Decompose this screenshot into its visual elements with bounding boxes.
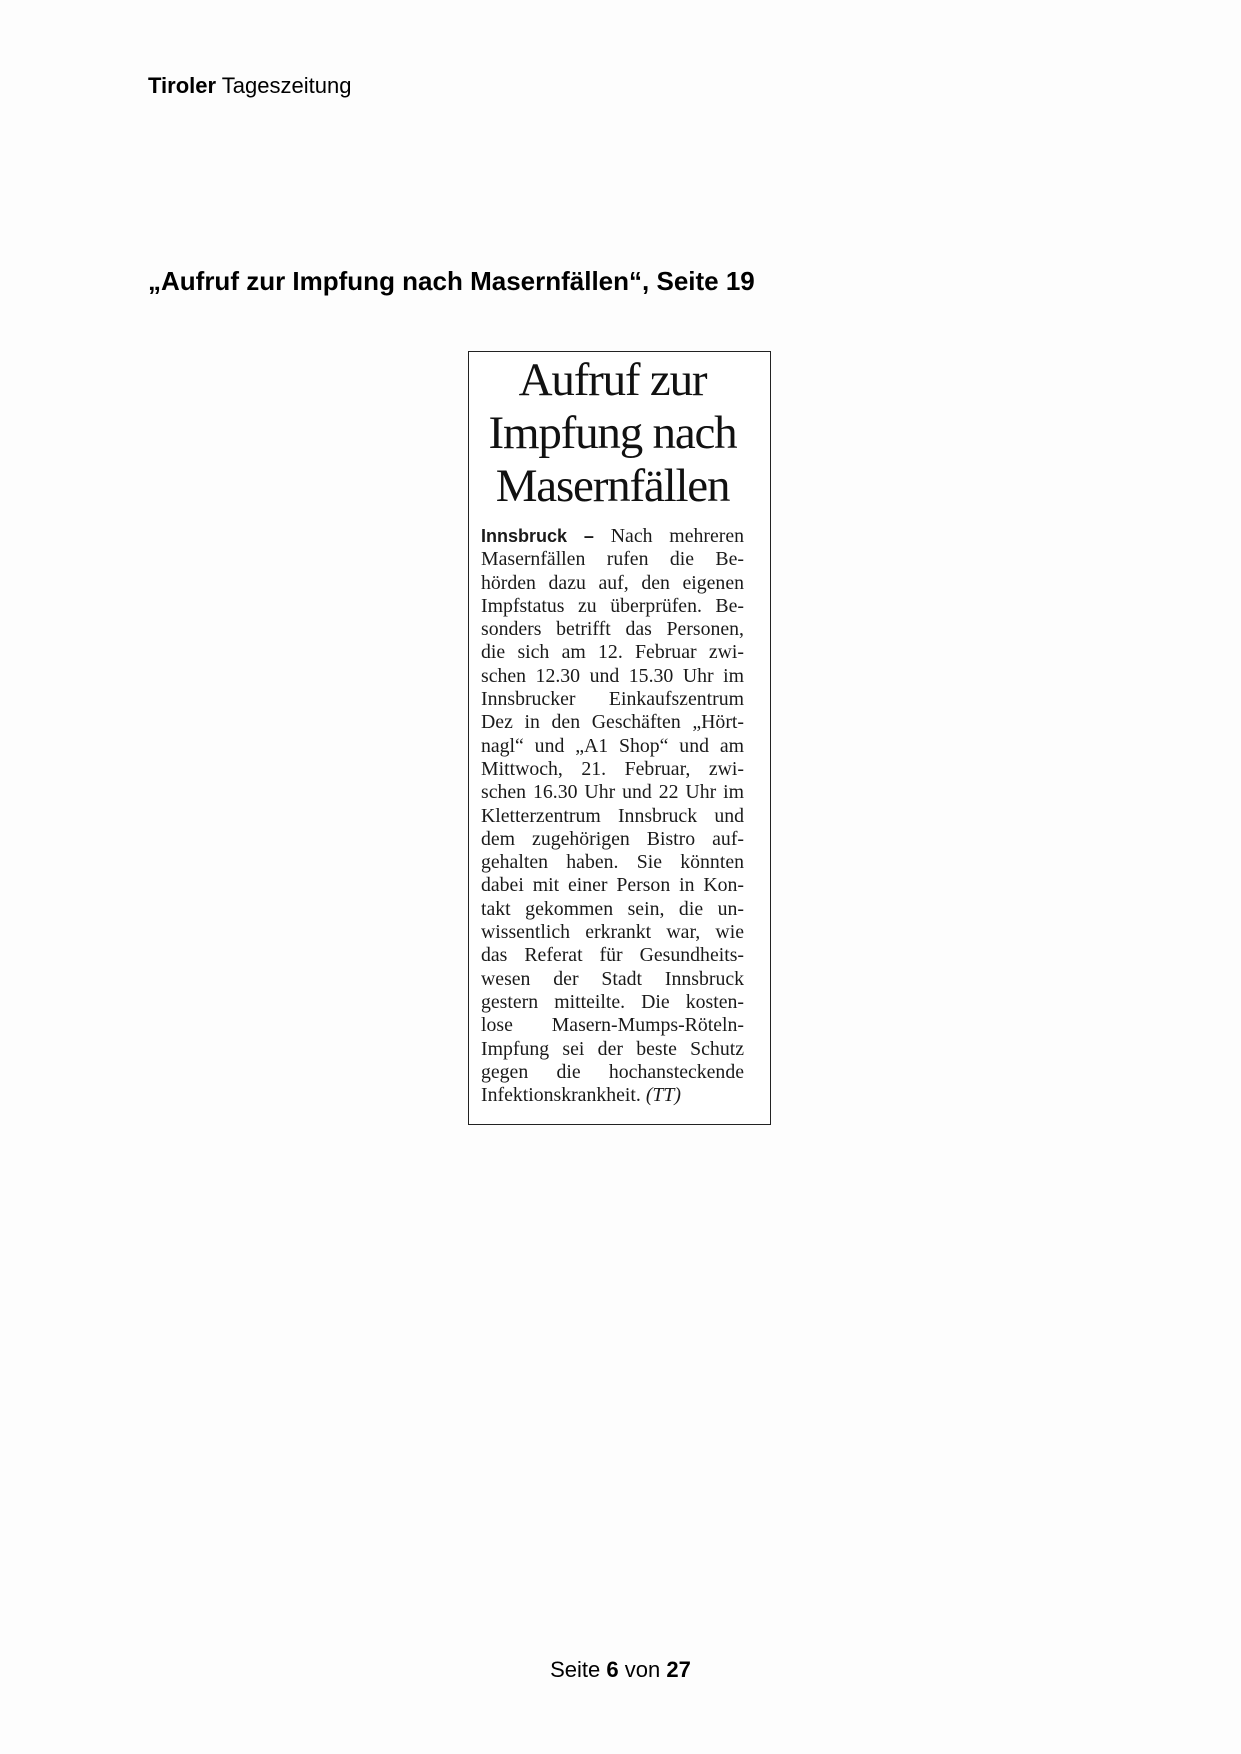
publication-header [148, 72, 351, 100]
body-line: lose Masern-Mumps-Röteln- [481, 1014, 744, 1037]
body-line: Kletterzentrum Innsbruck und [481, 804, 744, 827]
body-line: gegen die hochansteckende [481, 1060, 744, 1083]
body-line: gehalten haben. Sie könnten [481, 851, 744, 874]
body-line: sonders betrifft das Personen, [481, 618, 744, 641]
body-line: das Referat für Gesundheits- [481, 944, 744, 967]
body-line: Infektionskrankheit. (TT) [481, 1084, 681, 1107]
body-line: dem zugehörigen Bistro auf- [481, 827, 744, 850]
headline-line: Aufruf zur [518, 354, 707, 406]
body-line: Dez in den Geschäften „Hört- [481, 711, 744, 734]
body-line: Innsbruck – Nach mehreren [481, 525, 744, 547]
clipping-body [481, 525, 744, 1107]
headline-line: Impfung nach [488, 407, 737, 459]
body-line: schen 16.30 Uhr und 22 Uhr im [481, 781, 744, 804]
body-line: wesen der Stadt Innsbruck [481, 967, 744, 990]
body-line: Innsbrucker Einkaufszentrum [481, 688, 744, 711]
headline-line: Masernfällen [495, 460, 730, 512]
total-page-count: 27 [666, 1657, 691, 1682]
body-line: takt gekommen sein, die un- [481, 897, 744, 920]
newspaper-clipping [468, 351, 771, 1125]
page-number-footer: Seite 6 von 27 [550, 1657, 691, 1682]
article-reference-title: „Aufruf zur Impfung nach Masernfällen“, Seite 19 [148, 266, 755, 296]
body-line: schen 12.30 und 15.30 Uhr im [481, 664, 744, 687]
body-line: die sich am 12. Februar zwi- [481, 641, 744, 664]
publication-name-bold: Tiroler [148, 73, 217, 98]
author-credit: (TT) [645, 1084, 681, 1107]
body-line: wissentlich erkrankt war, wie [481, 921, 744, 944]
body-line: Impfstatus zu überprüfen. Be- [481, 594, 744, 617]
body-line: nagl“ und „A1 Shop“ und am [481, 734, 744, 757]
current-page-number: 6 [606, 1657, 619, 1682]
body-line: hörden dazu auf, den eigenen [481, 571, 744, 594]
body-line: dabei mit einer Person in Kon- [481, 874, 744, 897]
body-line: gestern mitteilte. Die kosten- [481, 990, 744, 1013]
body-line: Impfung sei der beste Schutz [481, 1037, 744, 1060]
body-line: Mittwoch, 21. Februar, zwi- [481, 757, 744, 780]
clipping-headline [481, 354, 744, 513]
body-line: Masernfällen rufen die Be- [481, 548, 744, 571]
publication-name-rest: Tageszeitung [221, 73, 352, 98]
dateline: Innsbruck – [481, 526, 594, 546]
